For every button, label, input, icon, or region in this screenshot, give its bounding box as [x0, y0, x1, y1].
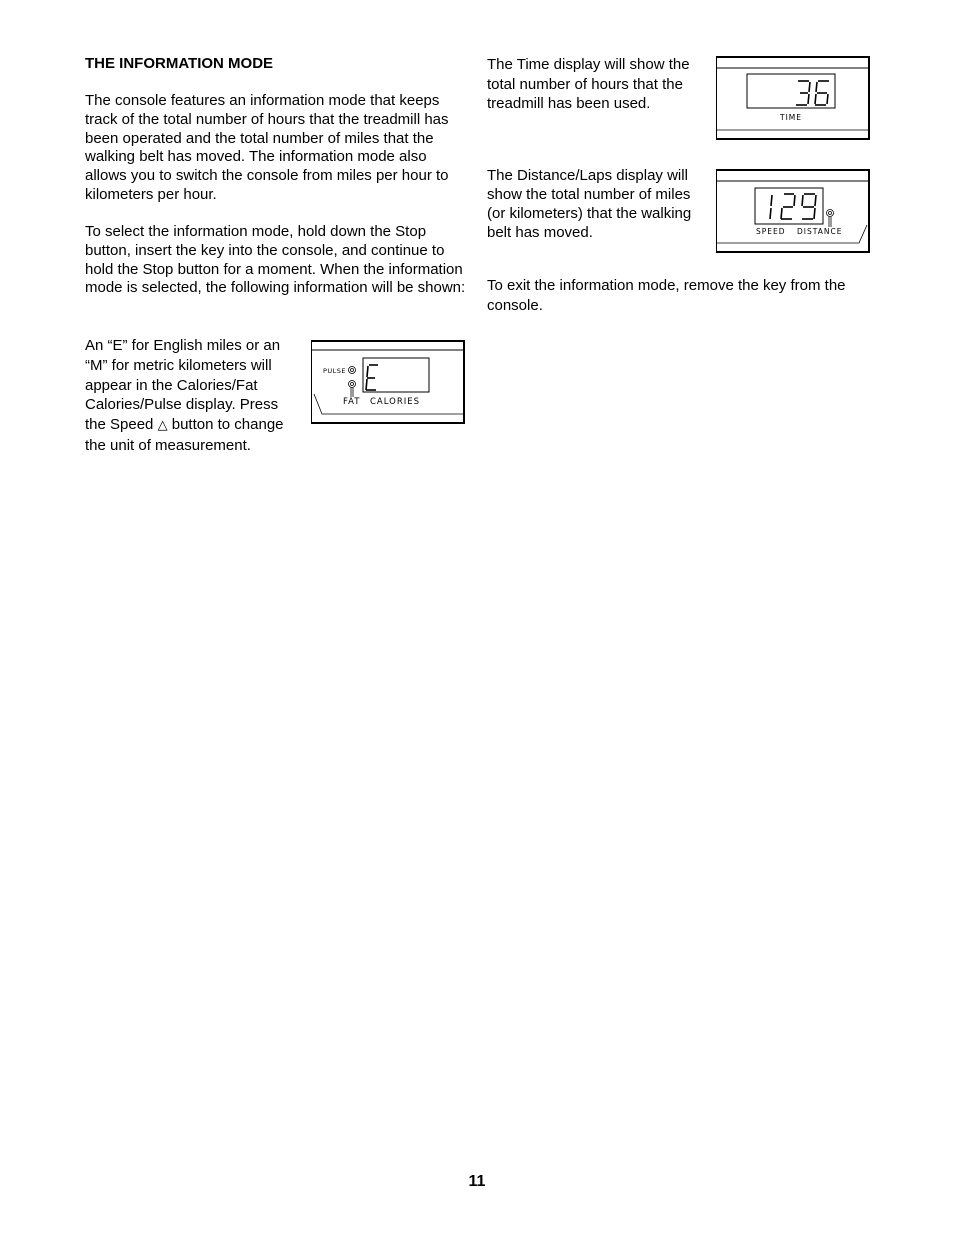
fat-label: FAT — [343, 397, 361, 407]
calories-display-panel — [311, 340, 465, 424]
distance-display-panel — [716, 169, 870, 253]
calories-display-graphic — [312, 342, 464, 422]
time-label: TIME — [780, 113, 803, 122]
distance-display-graphic — [717, 171, 869, 251]
exit-mode-paragraph: To exit the information mode, remove the key from the console. — [487, 277, 846, 314]
distance-digit-1-icon — [770, 195, 772, 219]
speed-up-triangle-icon: △ — [157, 418, 168, 434]
pulse-label: PULSE — [323, 367, 347, 375]
page-number: 11 — [468, 1173, 486, 1190]
section-heading: THE INFORMATION MODE — [85, 55, 274, 72]
time-display-panel — [716, 56, 870, 140]
distance-label: DISTANCE — [797, 227, 843, 236]
units-paragraph — [85, 336, 297, 456]
distance-digit-9-icon — [802, 194, 816, 219]
units-text-end: button to change the unit of measurement. — [85, 416, 284, 454]
time-digit-6-icon — [815, 81, 829, 105]
time-display-graphic — [717, 58, 869, 138]
select-mode-paragraph: To select the information mode, hold down the Stop button, insert the key into the console, and continue to hold the Stop button for a moment. When the information mode is selected, the following information will be shown: — [85, 223, 466, 297]
pulse-indicator-icon — [349, 367, 356, 374]
distance-display-paragraph: The Distance/Laps display will show the total number of miles (or kilometers) that the walking belt has moved. — [487, 167, 692, 241]
fat-indicator-icon — [349, 381, 356, 398]
distance-digit-2-icon — [781, 194, 795, 219]
time-digit-3-icon — [796, 81, 810, 105]
calories-label: CALORIES — [370, 397, 421, 407]
distance-indicator-icon — [827, 210, 834, 228]
speed-label: SPEED — [756, 227, 786, 236]
time-display-paragraph: The Time display will show the total number of hours that the treadmill has been used. — [487, 56, 690, 112]
intro-paragraph: The console features an information mode that keeps track of the total number of hours that the treadmill has been operated and the total number of miles that the walking belt has moved. The information mode also allows you to switch the console from miles per hour to kilometers per hour. — [85, 92, 449, 203]
calories-e-digit-icon — [366, 365, 378, 390]
units-text-start: An “E” for English miles or an “M” for metric kilometers will appear in the Calories/Fat Calories/Pulse display. Press the Speed — [85, 337, 281, 434]
